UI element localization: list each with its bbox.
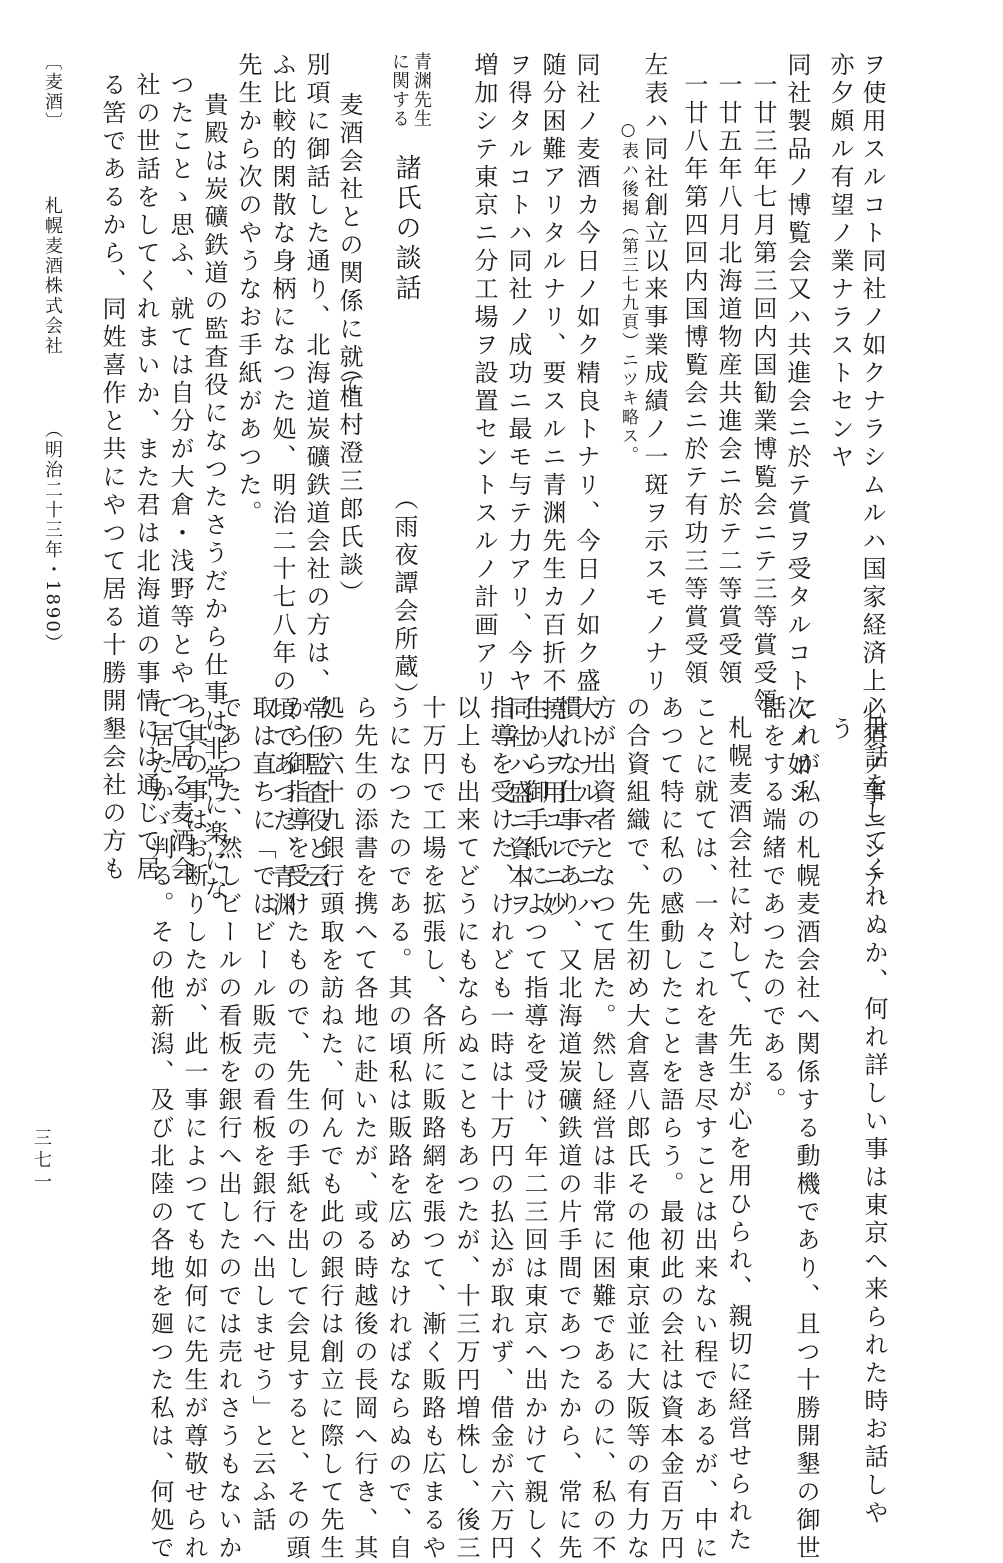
text-column-upper: 一廿五年八月北海道物産共進会ニ於テ二等賞受領	[714, 72, 742, 688]
text-column-lower: 生から御手紙によつて指導を受け、年二三回は東京へ出かけて親しく	[520, 695, 548, 1563]
footer-date: （明治二十三年・1890）	[42, 420, 63, 654]
page-number: 三七一	[31, 1128, 52, 1194]
footer-category: 〔麦酒〕	[42, 52, 63, 132]
text-column-upper: る筈であるから、同姓喜作と共にやつて居る十勝開墾会社の方も	[98, 72, 126, 884]
text-column-lower: 方が出資者となつて居た。然し経営は非常に困難であるのに、私の不	[588, 695, 616, 1563]
text-column-lower: であつた、然しビールの看板を銀行へ出したのでは売れさうもないか	[214, 695, 242, 1563]
text-column-upper: 別項に御話した通り、北海道炭礦鉄道会社の方は、常任監査役と云	[302, 52, 330, 892]
text-column-upper: 同社ノ麦酒カ今日ノ如ク精良トナリ、今日ノ如ク盛大トナルマテニハ	[572, 52, 600, 920]
text-column-upper: 増加シテ東京ニ分工場ヲ設置セントスルノ計画アリ	[470, 52, 498, 696]
text-column-lower: 以上も出来てどうにもならぬこともあつたが、十三万円増株し、後三	[452, 695, 480, 1563]
text-column-lower: から御指導を受けたもので、先生の手紙を出して会見すると、その頭	[282, 695, 310, 1563]
section-heading-line-1: 青渊先生	[411, 52, 432, 128]
section-heading-prefix	[386, 52, 436, 128]
footer-company: 札幌麦酒株式会社	[42, 196, 63, 356]
text-column-lower: 処の六十九銀行頭取を訪ねた、何んでも此の銀行は創立に際して先生	[316, 695, 344, 1563]
text-column-upper: ヲ得タルコトハ同社ノ成功ニ最モ与テ力アリ、今ヤ同社ハ盛ニ資本ヲ	[504, 52, 532, 920]
text-column-upper: つたことゝ思ふ、就ては自分が大倉・浅野等とやつて居る麦酒会	[166, 72, 194, 884]
text-column-lower: ら先生の添書を携へて各地に赴いたが、或る時越後の長岡へ行き、其	[350, 695, 378, 1563]
text-column-lower: あつて特に私の感動したことを語らう。最初此の会社は資本金百万円	[656, 695, 684, 1563]
text-column-lower: これが私の札幌麦酒会社へ関係する動機であり、且つ十勝開墾の御世	[792, 695, 820, 1563]
text-column-upper: 貴殿は炭礦鉄道の監査役になつたさうだから仕事は非常に楽にな	[200, 92, 228, 904]
text-column-upper: 亦夕頗ル有望ノ業ナラストセンヤ	[826, 52, 854, 472]
text-column-upper: 同社製品ノ博覧会又ハ共進会ニ於テ賞ヲ受タルコト次ノ如シ	[783, 52, 811, 808]
text-column-upper: 左表ハ同社創立以来事業成績ノ一斑ヲ示スモノナリ	[640, 52, 668, 696]
text-column-lower: ら其の事はお断りしたが、此一事によつても如何に先生が尊敬せられ	[180, 695, 208, 1563]
text-column-upper: 麦酒会社との関係に就て	[335, 92, 363, 400]
text-column-upper: （雨夜譚会所蔵）	[390, 486, 418, 710]
text-column-lower: うになつたのである。其の頃私は販路を広めなければならぬので、自	[384, 695, 412, 1563]
text-column-lower: う	[826, 716, 854, 744]
text-column-lower: 札幌麦酒会社に対して、先生が心を用ひられ、親切に経営せられた	[724, 715, 752, 1555]
text-column-lower: 十万円で工場を拡張し、各所に販路網を張つて、漸く販路も広まるや	[418, 695, 446, 1563]
text-column-upper: 諸氏の談話	[391, 154, 421, 304]
text-column-lower: 話をする端緒であつたのである。	[758, 695, 786, 1115]
text-column-lower: ことに就ては、一々これを書き尽すことは出来ない程であるが、中に	[690, 695, 718, 1563]
text-column-upper: ふ比較的閑散な身柄になつた処、明治二十七八年の頃であつた、青渊	[268, 52, 296, 920]
section-heading-line-2: に関する	[389, 52, 410, 128]
text-column-upper: 社の世話をしてくれまいか、また君は北海道の事情には通じて居	[132, 72, 160, 884]
text-column-upper: ○表ハ後掲（第三七九頁）ニツキ略ス。	[618, 120, 638, 465]
text-column-upper: （植村澄三郎氏談）	[335, 356, 363, 608]
text-column-lower: 取は直ちに「ではビール販売の看板を銀行へ出しませう」と云ふ話	[248, 695, 276, 1535]
text-column-upper: 先生から次のやうなお手紙があつた。	[234, 52, 262, 528]
text-column-lower: 世話をしてくれぬか、何れ詳しい事は東京へ来られた時お話しや	[860, 716, 888, 1528]
text-column-upper: 一廿三年七月第三回内国勧業博覧会ニテ三等賞受領	[749, 72, 777, 716]
text-column-upper: ヲ使用スルコト同社ノ如クナラシムルハ国家経済上必須ノ事ニシテ、	[858, 52, 886, 920]
text-column-lower: て居たかゞ判る。その他新潟、及び北陸の各地を廻つた私は、何処で	[146, 695, 174, 1563]
text-column-upper: 随分困難アリタルナリ、要スルニ青渊先生カ百折不撓人ヲ用ユルニ妙	[538, 52, 566, 920]
text-column-lower: 指導を受けた、けれども一時は十万円の払込が取れず、借金が六万円	[486, 695, 514, 1563]
text-column-upper: 一廿八年第四回内国博覧会ニ於テ有功三等賞受領	[680, 72, 708, 688]
text-column-lower: 慣れな仕事であり、又北海道炭礦鉄道の片手間であつたから、常に先	[554, 695, 582, 1563]
text-column-lower: の合資組織で、先生初め大倉喜八郎氏その他東京並に大阪等の有力な	[622, 695, 650, 1563]
